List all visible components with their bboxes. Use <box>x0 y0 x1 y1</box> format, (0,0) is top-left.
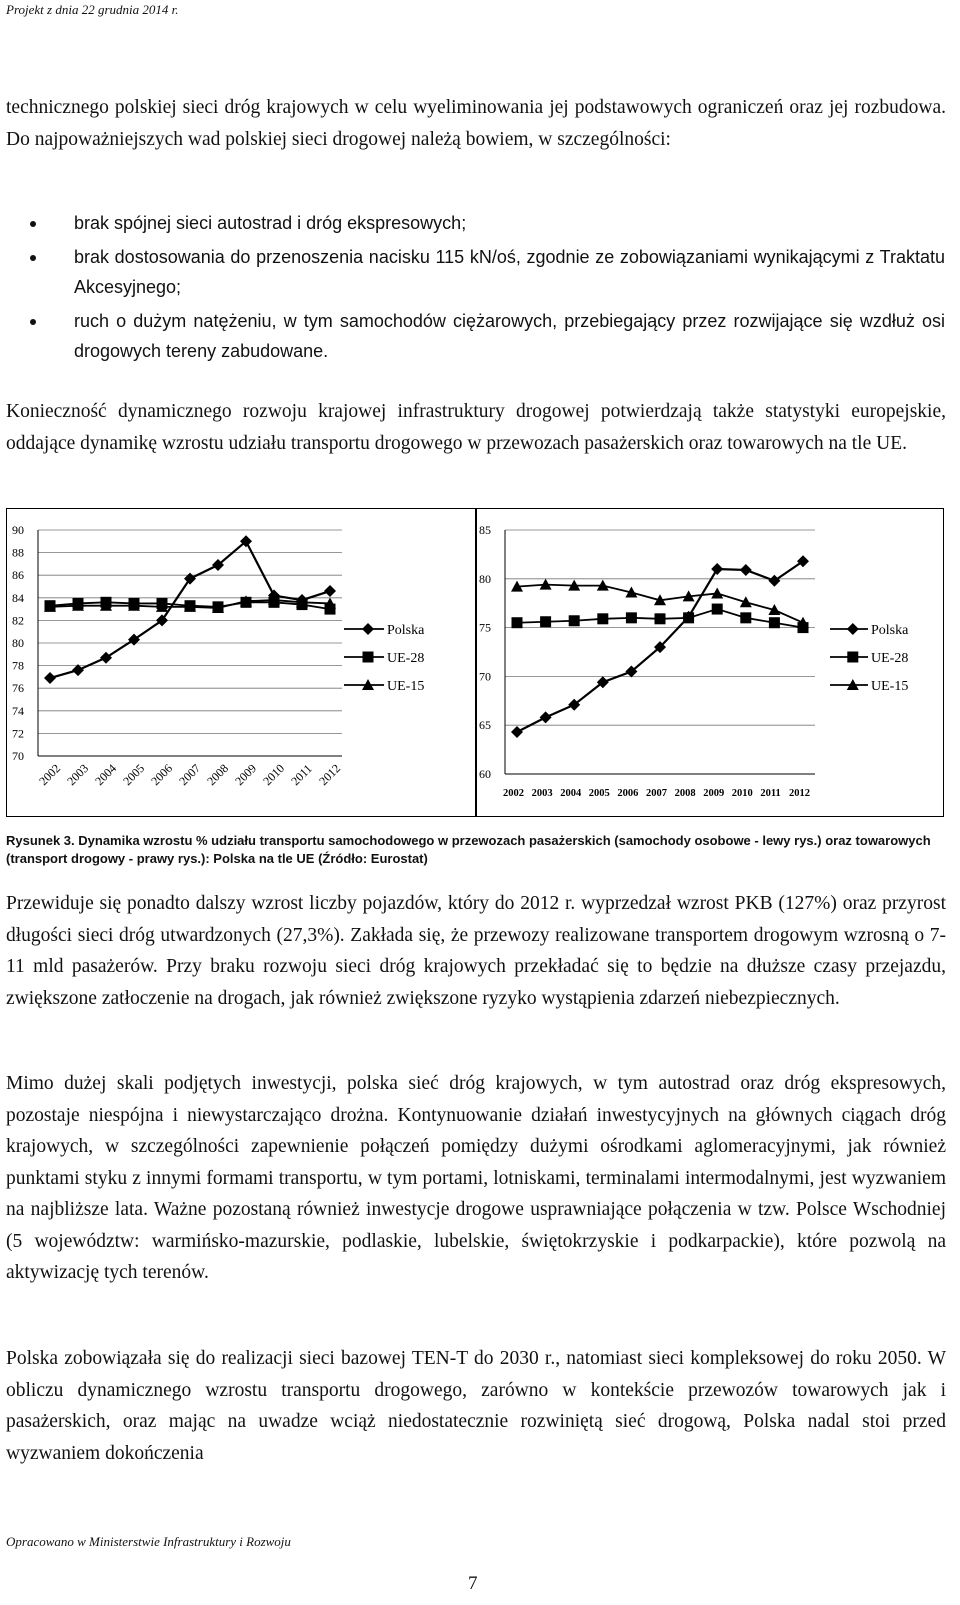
x-tick-label: 2012 <box>789 788 810 799</box>
x-tick-label: 2002 <box>36 761 64 789</box>
data-point-polska <box>511 726 523 738</box>
legend-label: UE-15 <box>387 679 425 694</box>
y-tick-label: 85 <box>479 523 491 537</box>
legend-label: UE-28 <box>387 651 425 666</box>
data-point-ue-28 <box>597 613 608 624</box>
data-point-ue-28 <box>798 622 809 633</box>
y-tick-label: 60 <box>479 767 491 781</box>
legend-marker <box>363 652 374 663</box>
bullet-icon <box>30 319 36 325</box>
list-item-text: brak dostosowania do przenoszenia nacisku 115 kN/oś, zgodnie ze zobowiązaniami wynikającymi z Traktatu Akcesyjnego; <box>74 246 945 297</box>
data-point-ue-28 <box>655 613 666 624</box>
list-item-text: ruch o dużym natężeniu, w tym samochodów ciężarowych, przebiegający przez rozwijające się wzdłuż osi drogowych tereny zabudowane. <box>74 310 945 361</box>
x-tick-label: 2004 <box>92 761 120 789</box>
x-tick-label: 2012 <box>316 761 344 789</box>
x-tick-label: 2006 <box>148 761 176 789</box>
x-tick-label: 2005 <box>120 761 148 789</box>
x-tick-label: 2008 <box>204 761 232 789</box>
x-tick-label: 2011 <box>288 761 315 789</box>
y-tick-label: 80 <box>12 636 24 650</box>
bullet-icon <box>30 255 36 261</box>
paragraph-1: technicznego polskiej sieci dróg krajowych w celu wyeliminowania jej podstawowych ograniczeń oraz jej rozbudowa. Do najpoważniejszych wad polskiej sieci drogowej należą bowiem, w szczególności: <box>6 97 946 150</box>
paragraph-5: Polska zobowiązała się do realizacji sieci bazowej TEN-T do 2030 r., natomiast sieci kompleksowej do roku 2050. W obliczu dynamicznego wzrostu transportu drogowego, zarówno w kontekście przewozów towarowych jak i pasażerskich, oraz mając na uwadze wciąż niedostatecznie rozwiniętą sieć drogową, Polska nadal stoi przed wyzwaniem dokończenia <box>6 1348 946 1464</box>
y-tick-label: 75 <box>479 620 491 635</box>
list-item <box>30 208 945 239</box>
data-point-ue-28 <box>540 616 551 627</box>
data-point-polska <box>184 573 196 585</box>
figure-caption: Rysunek 3. Dynamika wzrostu % udziału transportu samochodowego w przewozach pasażerskich (samochody osobowe - lewy rys.) oraz towarowych (transport drogowy - prawy rys.): Polska na tle UE (Źródło: Eurostat) <box>6 833 931 866</box>
data-point-polska <box>540 711 552 723</box>
x-tick-label: 2010 <box>260 761 288 789</box>
x-tick-label: 2006 <box>617 788 639 799</box>
data-point-ue-28 <box>73 598 84 609</box>
y-tick-label: 76 <box>12 681 24 696</box>
y-tick-label: 82 <box>12 613 24 628</box>
data-point-ue-28 <box>569 615 580 626</box>
x-tick-label: 2005 <box>588 788 610 799</box>
header-note: Projekt z dnia 22 grudnia 2014 r. <box>6 2 179 17</box>
deficiency-list <box>30 208 945 370</box>
x-tick-label: 2004 <box>560 788 582 799</box>
data-point-ue-28 <box>712 604 723 615</box>
data-point-ue-28 <box>213 601 224 612</box>
paragraph-4: Mimo dużej skali podjętych inwestycji, polska sieć dróg krajowych, w tym autostrad oraz dróg ekspresowych, pozostaje niespójna i niewystarczająco drożna. Kontynuowanie działań inwestycyjnych na głównych ciągach dróg krajowych, w szczególności zapewnienie połączeń pomiędzy dużymi ośrodkami aglomeracyjnymi, jak również punktami styku z innymi formami transportu, w tym portami, lotniskami, terminalami intermodalnymi, jest wyzwaniem na najbliższe lata. Ważne pozostaną również inwestycje drogowe usprawniające połączenia w tzw. Polsce Wschodniej (5 województw: warmińsko-mazurskie, podlaskie, lubelskie, świętokrzyskie i podkarpackie), które pozwolą na aktywizację tych terenów. <box>6 1073 946 1283</box>
x-tick-label: 2007 <box>646 788 667 799</box>
paragraph-2: Konieczność dynamicznego rozwoju krajowej infrastruktury drogowej potwierdzają także statystyki europejskie, oddające dynamikę wzrostu udziału transportu drogowego w przewozach pasażerskich oraz towarowych na tle UE. <box>6 401 946 454</box>
footer-note: Opracowano w Ministerstwie Infrastruktury i Rozwoju <box>6 1534 291 1549</box>
y-tick-label: 80 <box>479 571 491 586</box>
legend-label: Polska <box>387 623 425 638</box>
x-tick-label: 2009 <box>232 761 260 789</box>
y-tick-label: 65 <box>479 718 491 733</box>
legend-label: UE-15 <box>871 679 909 694</box>
data-point-ue-28 <box>185 600 196 611</box>
y-tick-label: 70 <box>479 669 491 684</box>
data-point-ue-15 <box>711 587 723 598</box>
data-point-polska <box>44 672 56 684</box>
data-point-polska <box>100 652 112 664</box>
data-point-polska <box>711 563 723 575</box>
legend-label: UE-28 <box>871 651 909 666</box>
y-tick-label: 84 <box>12 590 24 605</box>
y-tick-label: 86 <box>12 568 24 583</box>
x-tick-label: 2009 <box>703 788 725 799</box>
y-tick-label: 74 <box>12 703 24 718</box>
data-point-ue-28 <box>512 617 523 628</box>
paragraph-3: Przewiduje się ponadto dalszy wzrost liczby pojazdów, który do 2012 r. wyprzedzał wzrost PKB (127%) oraz przyrost długości sieci dróg utwardzonych (27,3%). Zakłada się, że przewozy realizowane transportem drogowym wzrosną o 7-11 mld pasażerów. Przy braku rozwoju sieci dróg krajowych przekładać się to będzie na dłuższe czasy przejazdu, zwiększone zatłoczenie na drogach, jak również zwiększone ryzyko wystąpienia zdarzeń niebezpiecznych. <box>6 893 946 1009</box>
y-tick-label: 88 <box>12 545 24 560</box>
data-point-ue-28 <box>241 597 252 608</box>
x-tick-label: 2003 <box>64 761 92 789</box>
data-point-ue-28 <box>740 612 751 623</box>
x-tick-label: 2003 <box>531 788 553 799</box>
data-point-polska <box>797 555 809 567</box>
y-tick-label: 70 <box>12 749 24 763</box>
legend-label: Polska <box>871 623 909 638</box>
data-point-polska <box>324 585 336 597</box>
bullet-icon <box>30 221 36 227</box>
data-point-polska <box>740 564 752 576</box>
list-item <box>30 306 945 367</box>
x-tick-label: 2011 <box>760 788 781 799</box>
x-tick-label: 2002 <box>503 788 524 799</box>
list-item-text: brak spójnej sieci autostrad i dróg ekspresowych; <box>74 213 467 233</box>
data-point-ue-28 <box>101 597 112 608</box>
data-point-ue-28 <box>626 612 637 623</box>
data-point-ue-28 <box>45 600 56 611</box>
legend-marker <box>847 623 859 635</box>
page-number: 7 <box>468 1573 478 1594</box>
y-tick-label: 78 <box>12 658 24 673</box>
y-tick-label: 90 <box>12 523 24 537</box>
legend-marker <box>362 623 374 635</box>
legend-marker <box>847 652 858 663</box>
data-point-polska <box>768 575 780 587</box>
x-tick-label: 2008 <box>674 788 696 799</box>
x-tick-label: 2010 <box>731 788 753 799</box>
y-tick-label: 72 <box>12 726 24 741</box>
x-tick-label: 2007 <box>176 761 204 789</box>
data-point-ue-28 <box>325 604 336 615</box>
data-point-ue-28 <box>157 598 168 609</box>
chart-freight <box>475 508 945 818</box>
list-item <box>30 242 945 303</box>
chart-passenger <box>6 508 478 818</box>
data-point-ue-28 <box>129 598 140 609</box>
data-point-ue-28 <box>769 617 780 628</box>
